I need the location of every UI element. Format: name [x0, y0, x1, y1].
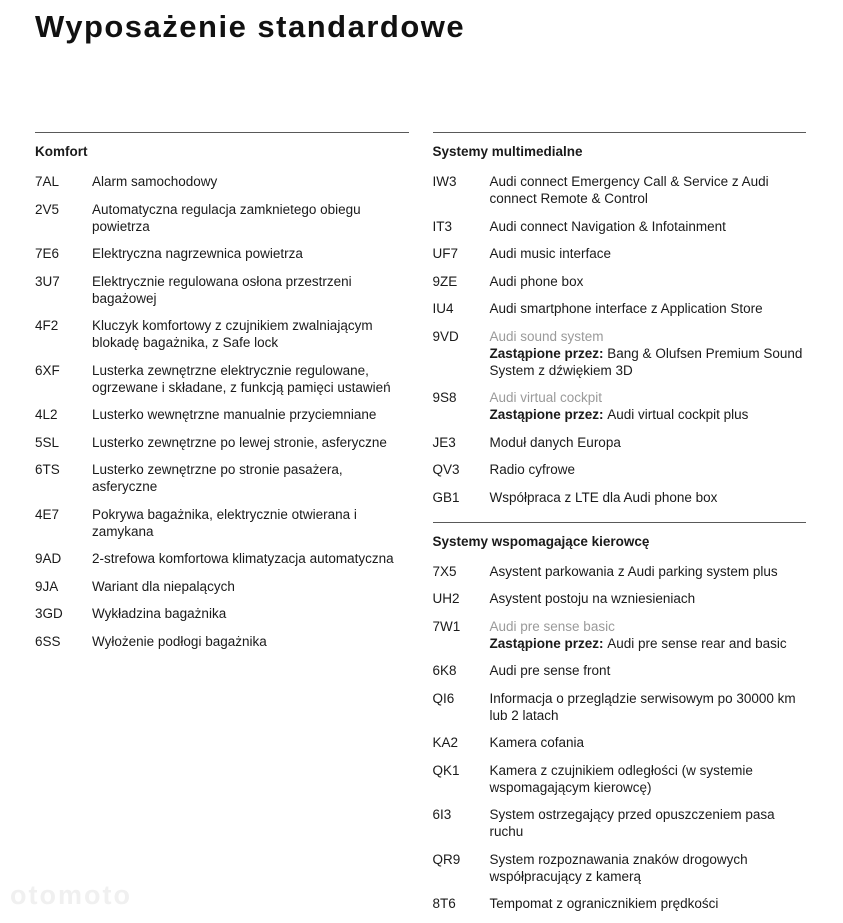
equipment-row [35, 633, 409, 650]
replacement-text: Bang & Olufsen Premium Sound System z dźwiękiem 3D [489, 345, 803, 378]
equipment-columns [35, 132, 806, 923]
equipment-description [490, 389, 807, 423]
equipment-code: 9VD [432, 328, 459, 344]
replacement-note [490, 406, 807, 423]
column-right [433, 132, 807, 923]
equipment-code: 4E7 [35, 506, 60, 522]
equipment-code: 7W1 [432, 618, 461, 634]
equipment-row [35, 506, 409, 540]
equipment-description: Wykładzina bagażnika [92, 606, 227, 621]
equipment-row [35, 173, 409, 190]
equipment-description: Moduł danych Europa [489, 434, 621, 450]
equipment-description [490, 618, 807, 652]
equipment-row [433, 590, 807, 607]
equipment-description: Elektryczna nagrzewnica powietrza [92, 246, 303, 261]
replaced-equipment-label: Audi sound system [489, 328, 604, 344]
equipment-row [35, 201, 409, 235]
equipment-row [35, 362, 409, 396]
equipment-code: 9JA [35, 578, 59, 594]
replaced-equipment-label: Audi pre sense basic [489, 618, 615, 634]
equipment-row [35, 406, 409, 423]
equipment-code: 4F2 [35, 318, 59, 333]
equipment-description [490, 328, 807, 379]
replacement-prefix: Zastąpione przez: [489, 635, 608, 651]
watermark: otomoto [10, 880, 132, 910]
equipment-code: IW3 [432, 174, 457, 189]
equipment-description: Współpraca z LTE dla Audi phone box [489, 489, 718, 505]
equipment-row [35, 317, 409, 351]
equipment-code: 6K8 [432, 663, 457, 678]
equipment-code: 6SS [35, 633, 61, 649]
replacement-text: Audi pre sense rear and basic [607, 635, 787, 651]
section-komfort [35, 132, 409, 650]
replacement-prefix: Zastąpione przez: [489, 407, 608, 422]
equipment-description: Audi smartphone interface z Application Store [489, 301, 763, 316]
equipment-description: System ostrzegający przed opuszczeniem pasa ruchu [489, 807, 775, 839]
equipment-description: Elektrycznie regulowana osłona przestrzeni bagażowej [92, 273, 352, 306]
equipment-row [433, 245, 807, 262]
equipment-code: 9AD [35, 551, 62, 566]
equipment-code: KA2 [432, 735, 459, 750]
page-title: Wyposażenie standardowe [35, 9, 466, 44]
replacement-note [490, 635, 807, 652]
equipment-row [433, 851, 807, 885]
equipment-code: UF7 [432, 246, 459, 261]
equipment-row [433, 218, 807, 235]
equipment-row [433, 662, 807, 679]
equipment-code: QV3 [432, 462, 460, 477]
equipment-description: Wyłożenie podłogi bagażnika [92, 633, 267, 649]
equipment-code: 9ZE [432, 273, 458, 289]
equipment-row [433, 489, 807, 506]
section-systemy-wspomagaj-ce-kierowc [433, 522, 807, 913]
equipment-code: 6TS [35, 462, 60, 477]
equipment-description: Kamera cofania [489, 735, 585, 750]
equipment-row [433, 690, 807, 724]
equipment-row [433, 434, 807, 451]
replacement-text: Audi virtual cockpit plus [607, 407, 749, 422]
equipment-row [433, 762, 807, 796]
equipment-row [433, 895, 807, 912]
equipment-code: 3U7 [35, 273, 60, 289]
equipment-description: Lusterka zewnętrzne elektrycznie regulowane, ogrzewane i składane, z funkcją pamięci ustawień [92, 362, 391, 395]
equipment-row [35, 434, 409, 451]
equipment-code: 7AL [35, 174, 60, 189]
equipment-description: Pokrywa bagażnika, elektrycznie otwierana i zamykana [92, 506, 357, 539]
equipment-row [35, 245, 409, 262]
equipment-description: Audi phone box [489, 273, 584, 289]
equipment-code: JE3 [432, 434, 456, 450]
equipment-code: QI6 [432, 690, 455, 706]
section-systemy-multimedialne [433, 132, 807, 506]
equipment-row [433, 618, 807, 652]
equipment-row [433, 734, 807, 751]
equipment-row [433, 273, 807, 290]
equipment-row [35, 578, 409, 595]
replaced-equipment-label: Audi virtual cockpit [489, 390, 603, 405]
equipment-description: Audi pre sense front [489, 663, 611, 678]
equipment-description: Tempomat z ogranicznikiem prędkości [489, 896, 719, 911]
equipment-row [433, 806, 807, 840]
equipment-description: 2-strefowa komfortowa klimatyzacja automatyczna [92, 551, 394, 566]
equipment-description: System rozpoznawania znaków drogowych współpracujący z kamerą [489, 851, 748, 884]
equipment-description: Audi connect Navigation & Infotainment [489, 218, 726, 234]
equipment-code: QK1 [432, 762, 460, 778]
equipment-code: 6I3 [432, 807, 452, 822]
equipment-description: Wariant dla niepalących [92, 578, 235, 594]
equipment-description: Alarm samochodowy [92, 174, 218, 189]
replacement-note [490, 345, 807, 379]
section-heading: Systemy wspomagające kierowcę [432, 533, 650, 549]
equipment-description: Lusterko zewnętrzne po stronie pasażera, asferyczne [92, 462, 343, 494]
equipment-row [433, 563, 807, 580]
equipment-code: 6XF [35, 362, 60, 378]
equipment-description: Asystent parkowania z Audi parking system plus [489, 563, 778, 579]
equipment-code: 7X5 [432, 563, 457, 579]
equipment-code: 8T6 [432, 896, 456, 911]
equipment-description: Audi connect Emergency Call & Service z Audi connect Remote & Control [489, 174, 769, 206]
equipment-description: Radio cyfrowe [489, 462, 576, 477]
equipment-code: UH2 [432, 591, 460, 606]
equipment-row [35, 550, 409, 567]
section-heading: Systemy multimedialne [432, 144, 583, 159]
equipment-row [433, 328, 807, 379]
section-heading: Komfort [35, 144, 88, 159]
equipment-description: Kluczyk komfortowy z czujnikiem zwalniającym blokadę bagażnika, z Safe lock [92, 318, 373, 350]
column-left [35, 132, 409, 923]
equipment-description: Lusterko zewnętrzne po lewej stronie, asferyczne [92, 434, 387, 450]
equipment-code: 7E6 [35, 246, 60, 261]
equipment-row [433, 389, 807, 423]
equipment-code: 9S8 [432, 390, 457, 405]
equipment-code: GB1 [432, 489, 460, 505]
equipment-code: 5SL [35, 434, 60, 450]
equipment-row [35, 273, 409, 307]
equipment-row [433, 300, 807, 317]
equipment-description: Kamera z czujnikiem odległości (w systemie wspomagającym kierowcę) [489, 762, 753, 795]
equipment-description: Audi music interface [489, 246, 612, 261]
equipment-description: Asystent postoju na wzniesieniach [489, 591, 696, 606]
equipment-row [35, 605, 409, 622]
equipment-row [35, 461, 409, 495]
equipment-code: IU4 [432, 301, 454, 316]
equipment-code: 3GD [35, 606, 63, 621]
equipment-code: 2V5 [35, 201, 60, 217]
equipment-description: Lusterko wewnętrzne manualnie przyciemniane [92, 407, 377, 422]
equipment-row [433, 461, 807, 478]
equipment-code: IT3 [432, 218, 453, 234]
equipment-description: Informacja o przeglądzie serwisowym po 30000 km lub 2 latach [489, 690, 796, 723]
equipment-code: 4L2 [35, 407, 58, 422]
replacement-prefix: Zastąpione przez: [489, 345, 608, 361]
equipment-code: QR9 [432, 851, 461, 867]
equipment-description: Automatyczna regulacja zamknietego obiegu powietrza [92, 201, 361, 234]
equipment-row [433, 173, 807, 207]
